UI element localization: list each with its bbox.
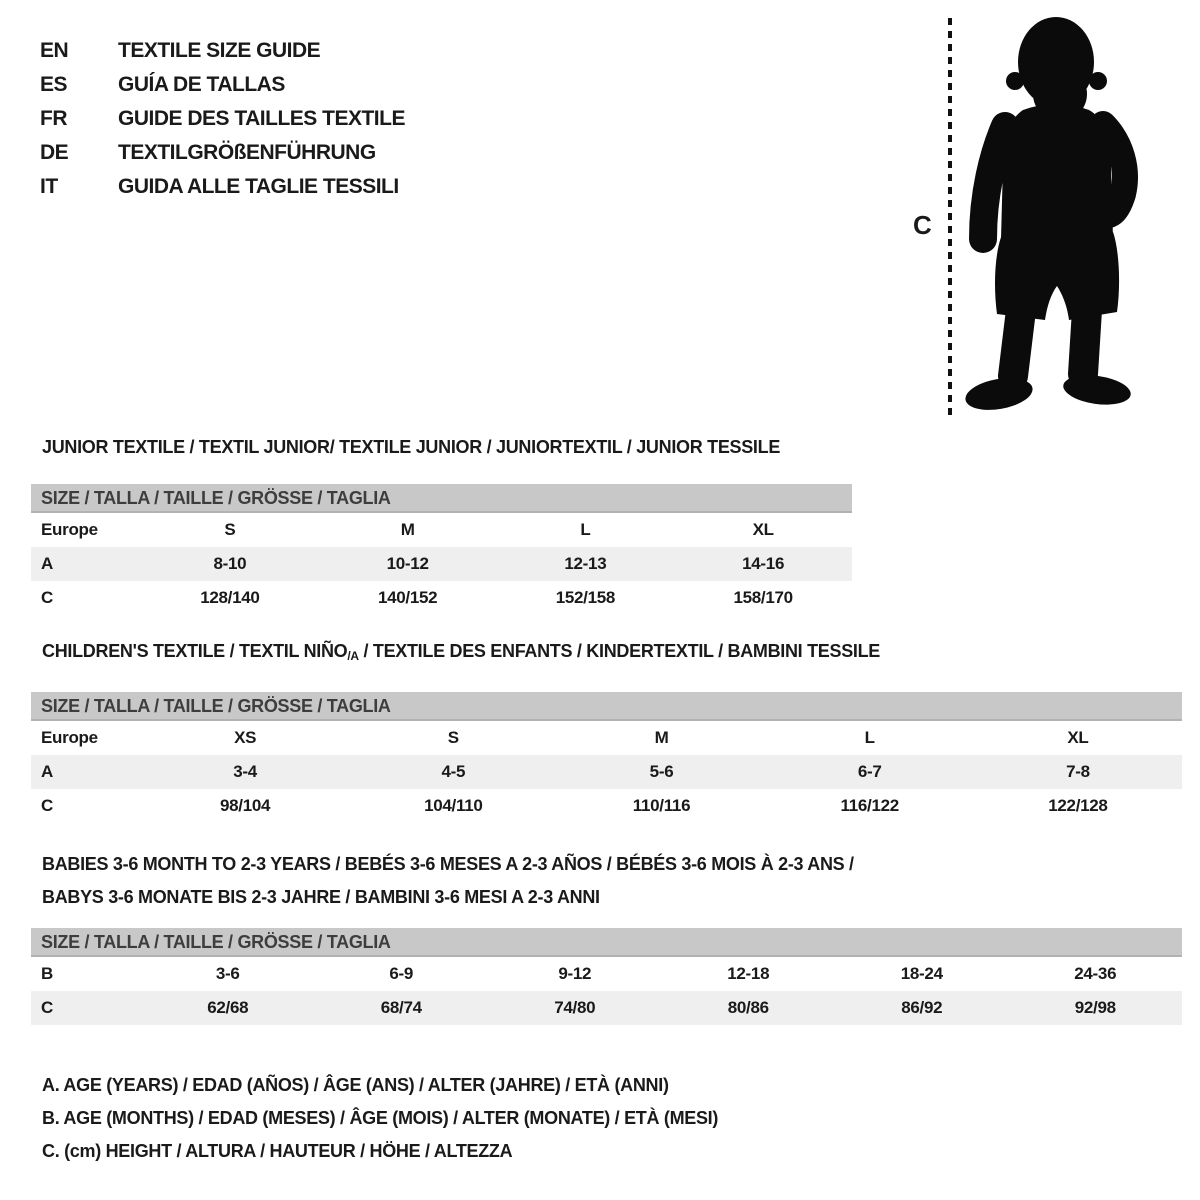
junior-row-europe (31, 513, 852, 547)
row-label: C (41, 588, 53, 607)
children-row-height (31, 789, 1182, 823)
children-title-prefix: CHILDREN'S TEXTILE / TEXTIL NIÑO (42, 641, 348, 661)
row-label: B (41, 964, 53, 983)
babies-title-line2: BABYS 3-6 MONATE BIS 2-3 JAHRE / BAMBINI 3-6 MESI A 2-3 ANNI (42, 887, 600, 907)
language-label: TEXTILE SIZE GUIDE (118, 39, 321, 62)
height-measure-label: C (913, 210, 932, 240)
babies-size-header-bar: SIZE / TALLA / TAILLE / GRÖSSE / TAGLIA (31, 928, 1182, 957)
height-cell: 116/122 (840, 796, 899, 815)
height-cell: 68/74 (380, 998, 422, 1017)
language-label: TEXTILGRÖßENFÜHRUNG (118, 141, 376, 164)
language-row-it (40, 170, 405, 204)
children-section-title (42, 641, 880, 662)
height-cell: 86/92 (901, 998, 943, 1017)
age-cell: 4-5 (441, 762, 466, 781)
junior-section-title: JUNIOR TEXTILE / TEXTIL JUNIOR/ TEXTILE JUNIOR / JUNIORTEXTIL / JUNIOR TESSILE (42, 437, 781, 457)
size-cell: S (447, 728, 459, 747)
toddler-silhouette-shape (963, 17, 1133, 415)
junior-size-table (31, 484, 852, 615)
language-code: FR (40, 107, 67, 130)
size-cell: S (224, 520, 236, 539)
babies-title-line1: BABIES 3-6 MONTH TO 2-3 YEARS / BEBÉS 3-6 MESES A 2-3 AÑOS / BÉBÉS 3-6 MOIS À 2-3 ANS / (42, 854, 854, 874)
age-cell: 3-4 (233, 762, 257, 781)
height-cell: 104/110 (424, 796, 483, 815)
language-title-block (40, 34, 405, 204)
children-title-suffix: / TEXTILE DES ENFANTS / KINDERTEXTIL / BAMBINI TESSILE (358, 641, 880, 661)
months-cell: 3-6 (215, 964, 240, 983)
children-title-subscript: /A (347, 649, 359, 663)
row-label: A (41, 554, 53, 573)
junior-row-age (31, 547, 852, 581)
months-cell: 9-12 (558, 964, 592, 983)
age-cell: 5-6 (649, 762, 674, 781)
age-cell: 10-12 (386, 554, 429, 573)
age-cell: 8-10 (213, 554, 247, 573)
months-cell: 12-18 (727, 964, 770, 983)
language-row-es (40, 68, 405, 102)
size-cell: XL (1067, 728, 1089, 747)
language-row-fr (40, 102, 405, 136)
age-cell: 12-13 (564, 554, 607, 573)
junior-size-header-bar: SIZE / TALLA / TAILLE / GRÖSSE / TAGLIA (31, 484, 852, 513)
language-label: GUIDE DES TAILLES TEXTILE (118, 107, 405, 130)
row-label: A (41, 762, 53, 781)
language-code: ES (40, 73, 68, 96)
row-label: Europe (41, 520, 98, 539)
toddler-silhouette (963, 14, 1143, 422)
size-cell: M (400, 520, 415, 539)
children-size-header-bar: SIZE / TALLA / TAILLE / GRÖSSE / TAGLIA (31, 692, 1182, 721)
legend-line-a: A. AGE (YEARS) / EDAD (AÑOS) / ÂGE (ANS) / ALTER (JAHRE) / ETÀ (ANNI) (42, 1075, 669, 1095)
height-cell: 152/158 (555, 588, 616, 607)
months-cell: 24-36 (1074, 964, 1117, 983)
size-cell: L (580, 520, 591, 539)
language-code: IT (40, 175, 58, 198)
height-cell: 80/86 (727, 998, 769, 1017)
children-size-table (31, 692, 1182, 823)
height-cell: 128/140 (200, 588, 260, 607)
language-row-de (40, 136, 405, 170)
age-cell: 14-16 (742, 554, 785, 573)
height-measure-dashed-line (948, 18, 952, 416)
row-label: C (41, 998, 53, 1017)
language-label: GUIDA ALLE TAGLIE TESSILI (118, 175, 399, 198)
language-code: DE (40, 141, 69, 164)
babies-row-months (31, 957, 1182, 991)
height-cell: 110/116 (632, 796, 691, 815)
language-label: GUÍA DE TALLAS (118, 73, 285, 96)
height-cell: 92/98 (1074, 998, 1116, 1017)
babies-section-title (42, 848, 854, 914)
age-cell: 7-8 (1066, 762, 1090, 781)
height-cell: 158/170 (733, 588, 793, 607)
months-cell: 18-24 (900, 964, 943, 983)
language-code: EN (40, 39, 69, 62)
height-cell: 122/128 (1048, 796, 1108, 815)
children-row-europe (31, 721, 1182, 755)
size-cell: L (864, 728, 875, 747)
legend-line-b: B. AGE (MONTHS) / EDAD (MESES) / ÂGE (MOIS) / ALTER (MONATE) / ETÀ (MESI) (42, 1108, 719, 1128)
height-cell: 98/104 (220, 796, 271, 815)
legend-line-c: C. (cm) HEIGHT / ALTURA / HAUTEUR / HÖHE / ALTEZZA (42, 1141, 513, 1161)
row-label: C (41, 796, 53, 815)
size-cell: XL (752, 520, 774, 539)
babies-row-height (31, 991, 1182, 1025)
row-label: Europe (41, 728, 98, 747)
months-cell: 6-9 (389, 964, 414, 983)
size-cell: XS (234, 728, 257, 747)
legend-block (42, 1069, 718, 1168)
age-cell: 6-7 (857, 762, 882, 781)
size-cell: M (654, 728, 669, 747)
children-row-age (31, 755, 1182, 789)
junior-row-height (31, 581, 852, 615)
height-cell: 140/152 (377, 588, 438, 607)
height-cell: 62/68 (207, 998, 249, 1017)
babies-size-table (31, 928, 1182, 1025)
language-row-en (40, 34, 405, 68)
height-cell: 74/80 (554, 998, 596, 1017)
